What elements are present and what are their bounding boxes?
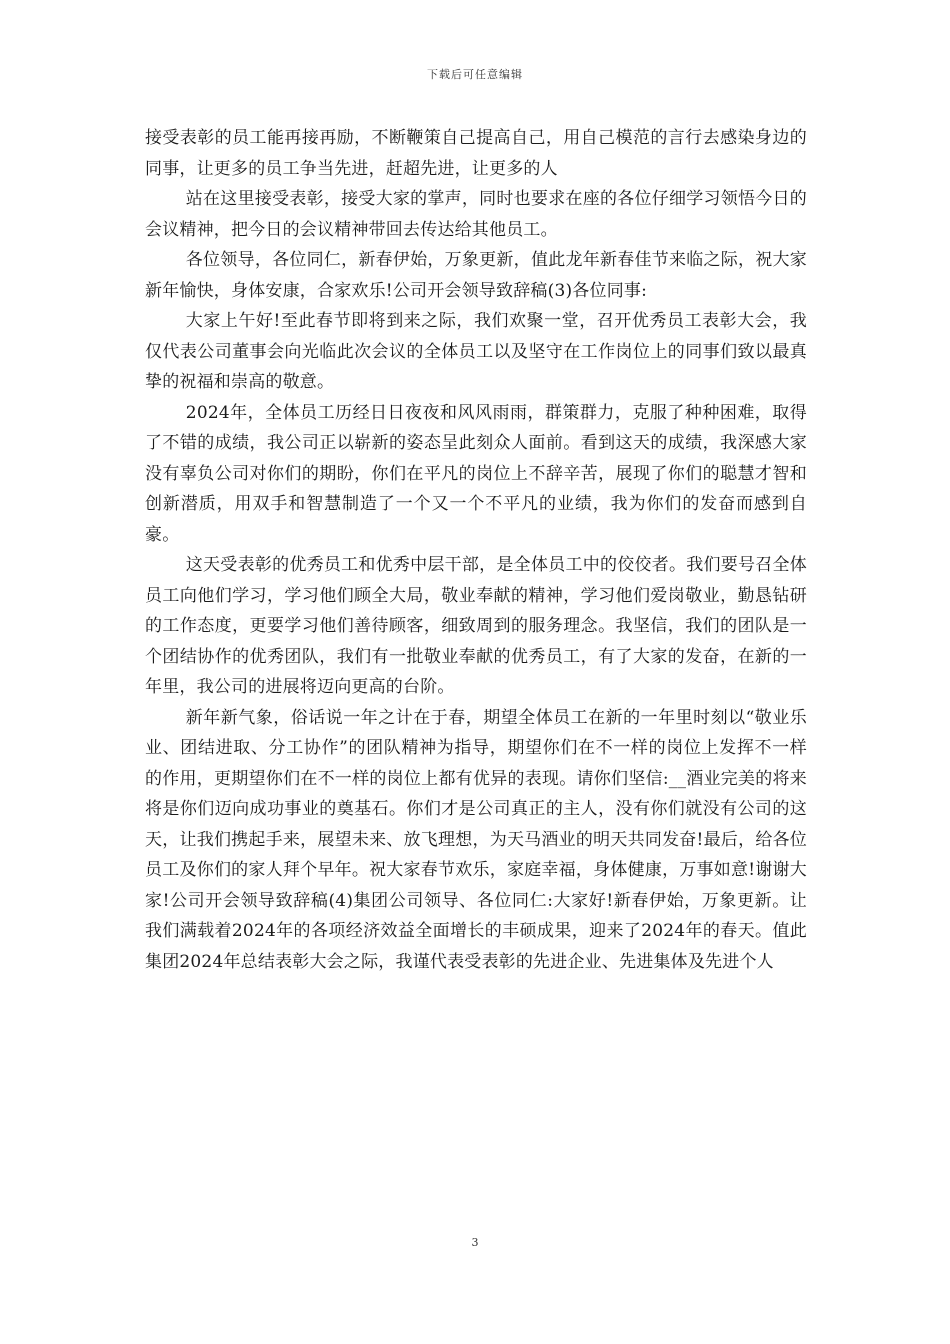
paragraph-7: 新年新气象，俗话说一年之计在于春，期望全体员工在新的一年里时刻以“敬业乐业、团结进取、分工协作”的团队精神为指导，期望你们在不一样的岗位上发挥不一样的作用，更期望你们在不一样的岗位上都有优异的表现。请你们坚信:__酒业完美的将来将是你们迈向成功事业的奠基石。你们才是公司真正的主人，没有你们就没有公司的这天，让我们携起手来，展望未来、放飞理想，为天马酒业的明天共同发奋!最后，给各位员工及你们的家人拜个早年。祝大家春节欢乐，家庭幸福，身体健康，万事如意!谢谢大家!公司开会领导致辞稿(4)集团公司领导、各位同仁:大家好!新春伊始，万象更新。让我们满载着2024年的各项经济效益全面增长的丰硕成果，迎来了2024年的春天。值此集团2024年总结表彰大会之际，我谨代表受表彰的先进企业、先进集体及先进个人 (145, 707, 807, 972)
document-body (145, 123, 807, 977)
paragraph-6: 这天受表彰的优秀员工和优秀中层干部，是全体员工中的佼佼者。我们要号召全体员工向他们学习，学习他们顾全大局，敬业奉献的精神，学习他们爱岗敬业，勤恳钻研的工作态度，更要学习他们善待顾客，细致周到的服务理念。我坚信，我们的团队是一个团结协作的优秀团队，我们有一批敬业奉献的优秀员工，有了大家的发奋，在新的一年里，我公司的进展将迈向更高的台阶。 (145, 555, 807, 697)
paragraph-4: 大家上午好!至此春节即将到来之际，我们欢聚一堂，召开优秀员工表彰大会，我仅代表公司董事会向光临此次会议的全体员工以及坚守在工作岗位上的同事们致以最真挚的祝福和崇高的敬意。 (145, 311, 807, 392)
page-number: 3 (471, 1236, 479, 1249)
paragraph-1: 接受表彰的员工能再接再励，不断鞭策自己提高自己，用自己模范的言行去感染身边的同事，让更多的员工争当先进，赶超先进，让更多的人 (145, 128, 807, 179)
paragraph-3: 各位领导，各位同仁，新春伊始，万象更新，值此龙年新春佳节来临之际，祝大家新年愉快，身体安康，合家欢乐!公司开会领导致辞稿(3)各位同事: (145, 250, 807, 301)
paragraph-2: 站在这里接受表彰，接受大家的掌声，同时也要求在座的各位仔细学习领悟今日的会议精神，把今日的会议精神带回去传达给其他员工。 (145, 189, 807, 240)
paragraph-5: 2024年，全体员工历经日日夜夜和风风雨雨，群策群力，克服了种种困难，取得了不错的成绩，我公司正以崭新的姿态呈此刻众人面前。看到这天的成绩，我深感大家没有辜负公司对你们的期盼，你们在平凡的岗位上不辞辛苦，展现了你们的聪慧才智和创新潜质，用双手和智慧制造了一个又一个不平凡的业绩，我为你们的发奋而感到自豪。 (145, 402, 807, 545)
page-header: 下载后可任意编辑 (427, 68, 523, 81)
